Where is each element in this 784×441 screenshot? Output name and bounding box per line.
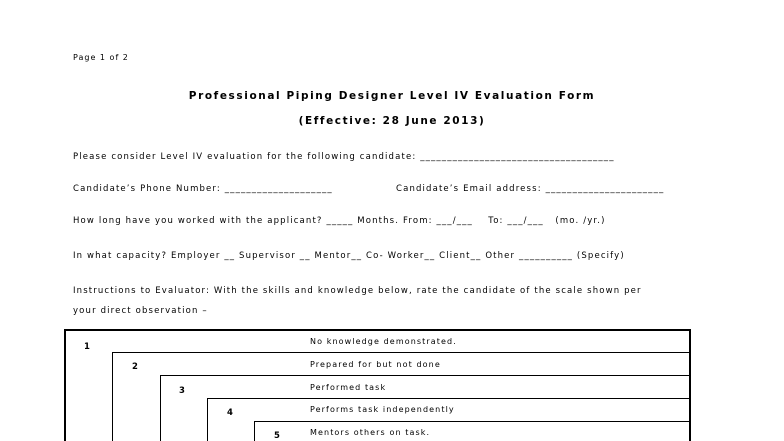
- scale-top-border: [64, 329, 691, 331]
- scale-description-4: Performs task independently: [310, 405, 455, 414]
- scale-description-2: Prepared for but not done: [310, 360, 441, 369]
- scale-step-edge-5: [254, 421, 255, 441]
- page-number: Page 1 of 2: [73, 53, 129, 62]
- work-capacity-line[interactable]: In what capacity? Employer __ Supervisor __ Mentor__ Co- Worker__ Client__ Other __________ (Specify): [73, 251, 625, 261]
- scale-level-5: 5: [274, 431, 280, 441]
- form-title: Professional Piping Designer Level IV Evaluation Form: [188, 90, 596, 102]
- scale-description-5: Mentors others on task.: [310, 428, 431, 437]
- candidate-phone-line[interactable]: Candidate’s Phone Number: ____________________: [73, 184, 333, 194]
- candidate-email-line[interactable]: Candidate’s Email address: ______________________: [396, 184, 665, 194]
- scale-level-1: 1: [84, 342, 90, 352]
- candidate-name-line[interactable]: Please consider Level IV evaluation for the following candidate: ____________________________________: [73, 152, 615, 162]
- scale-step-line-5: [254, 421, 690, 422]
- work-duration-line[interactable]: How long have you worked with the applicant? _____ Months. From: ___/___ To: ___/___ (mo. /yr.): [73, 216, 606, 226]
- scale-step-line-2: [112, 352, 690, 353]
- effective-date: (Effective: 28 June 2013): [298, 115, 486, 127]
- scale-right-border: [689, 329, 691, 441]
- evaluator-instructions: Instructions to Evaluator: With the skills and knowledge below, rate the candidate of the scale shown per: [73, 286, 642, 296]
- scale-step-edge-4: [207, 398, 208, 441]
- scale-level-4: 4: [227, 408, 233, 418]
- scale-step-line-4: [207, 398, 690, 399]
- scale-step-edge-2: [112, 352, 113, 441]
- scale-level-2: 2: [132, 362, 138, 372]
- scale-level-3: 3: [179, 386, 185, 396]
- scale-left-border: [64, 329, 66, 441]
- evaluator-instructions-continued: your direct observation –: [73, 306, 208, 316]
- scale-step-edge-3: [160, 375, 161, 441]
- scale-description-1: No knowledge demonstrated.: [310, 337, 457, 346]
- scale-description-3: Performed task: [310, 383, 387, 392]
- scale-step-line-3: [160, 375, 690, 376]
